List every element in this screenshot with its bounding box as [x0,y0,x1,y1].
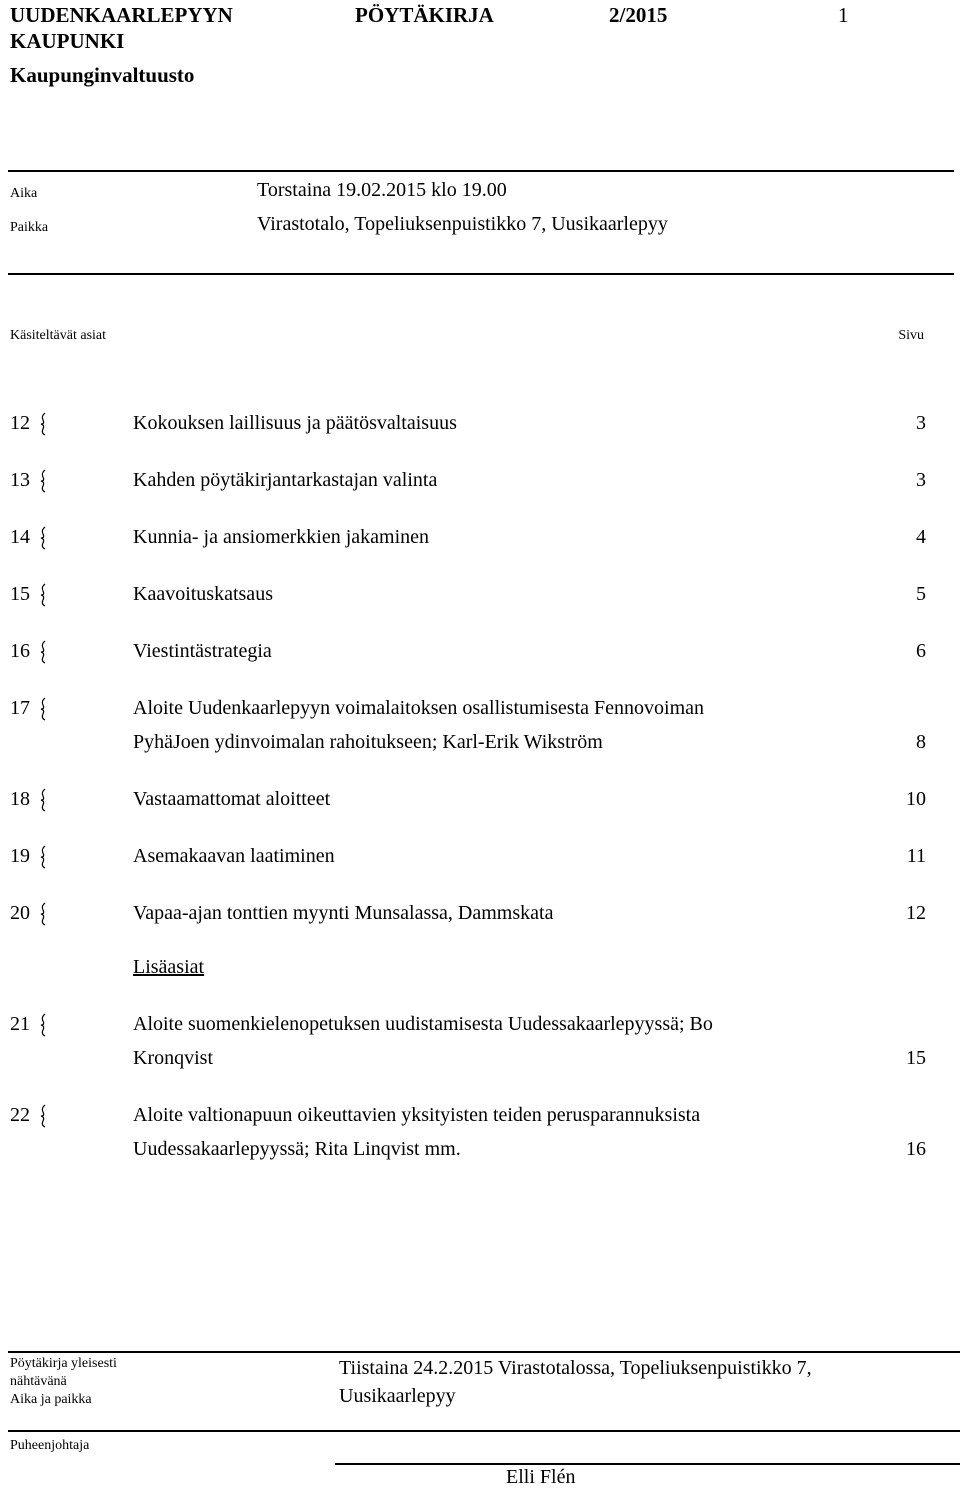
municipality-name-line2: KAUPUNKI [10,29,125,53]
item-page: 11 [906,845,926,867]
item-title-line1: Aloite valtionapuun oikeuttavien yksityisten teiden perusparannuksista [133,1104,701,1126]
item-page: 8 [916,731,926,753]
item-number: 17 [10,697,30,719]
section-mark-icon [38,1104,48,1128]
agenda-page-label: Sivu [898,328,924,343]
divider-footer-mid [8,1430,960,1432]
agenda-items-label: Käsiteltävät asiat [10,328,107,343]
item-page: 6 [916,640,926,662]
item-title: Kahden pöytäkirjantarkastajan valinta [133,469,438,491]
item-number: 12 [10,412,30,434]
public-label-line1: Pöytäkirja yleisesti [10,1356,117,1371]
item-page: 3 [916,469,926,491]
section-mark-icon [38,469,48,493]
item-title-line1: Aloite suomenkielenopetuksen uudistamisesta Uudessakaarlepyyssä; Bo [133,1013,713,1035]
item-title: Viestintästrategia [133,640,272,662]
divider-meeting [8,273,954,275]
item-title-line2: Kronqvist [133,1047,213,1069]
item-title: Asemakaavan laatiminen [133,845,335,867]
public-value-line2: Uusikaarlepyy [339,1385,456,1407]
doc-type: PÖYTÄKIRJA [355,3,494,27]
place-label: Paikka [10,220,49,235]
item-page: 16 [906,1138,926,1160]
doc-number: 2/2015 [609,3,668,27]
item-page: 3 [916,412,926,434]
item-number: 18 [10,788,30,810]
additional-heading: Lisäasiat [133,956,205,978]
public-label-line2: nähtävänä [10,1374,67,1389]
section-mark-icon [38,526,48,550]
item-number: 22 [10,1104,30,1126]
item-page: 5 [916,583,926,605]
chair-label: Puheenjohtaja [10,1438,90,1453]
time-value: Torstaina 19.02.2015 klo 19.00 [257,179,507,201]
section-mark-icon [38,697,48,721]
public-value-line1: Tiistaina 24.2.2015 Virastotalossa, Topeliuksenpuistikko 7, [339,1357,812,1379]
municipality-name-line1: UUDENKAARLEPYYN [10,3,233,27]
signature-line [335,1463,960,1465]
item-number: 16 [10,640,30,662]
item-title: Kunnia- ja ansiomerkkien jakaminen [133,526,430,548]
item-number: 15 [10,583,30,605]
council-name: Kaupunginvaltuusto [10,63,195,87]
section-mark-icon [38,788,48,812]
item-title: Kaavoituskatsaus [133,583,273,605]
item-title: Vastaamattomat aloitteet [133,788,331,810]
item-title-line1: Aloite Uudenkaarlepyyn voimalaitoksen osallistumisesta Fennovoiman [133,697,705,719]
section-mark-icon [38,640,48,664]
time-label: Aika [10,186,38,201]
item-number: 19 [10,845,30,867]
item-title-line2: PyhäJoen ydinvoimalan rahoitukseen; Karl-Erik Wikström [133,731,603,753]
item-page: 4 [916,526,926,548]
item-page: 15 [906,1047,926,1069]
item-page: 12 [906,902,926,924]
item-title-line2: Uudessakaarlepyyssä; Rita Linqvist mm. [133,1138,461,1160]
item-number: 13 [10,469,30,491]
section-mark-icon [38,412,48,436]
public-label-line3: Aika ja paikka [10,1392,92,1407]
chair-name: Elli Flén [506,1466,576,1488]
section-mark-icon [38,845,48,869]
page-number: 1 [838,3,849,27]
divider-top [8,170,954,172]
item-number: 14 [10,526,30,548]
item-page: 10 [906,788,926,810]
divider-footer-top [8,1351,960,1353]
item-title: Vapaa-ajan tonttien myynti Munsalassa, Dammskata [133,902,554,924]
item-title: Kokouksen laillisuus ja päätösvaltaisuus [133,412,457,434]
section-mark-icon [38,1013,48,1037]
place-value: Virastotalo, Topeliuksenpuistikko 7, Uusikaarlepyy [257,213,668,235]
item-number: 21 [10,1013,30,1035]
section-mark-icon [38,902,48,926]
item-number: 20 [10,902,30,924]
section-mark-icon [38,583,48,607]
